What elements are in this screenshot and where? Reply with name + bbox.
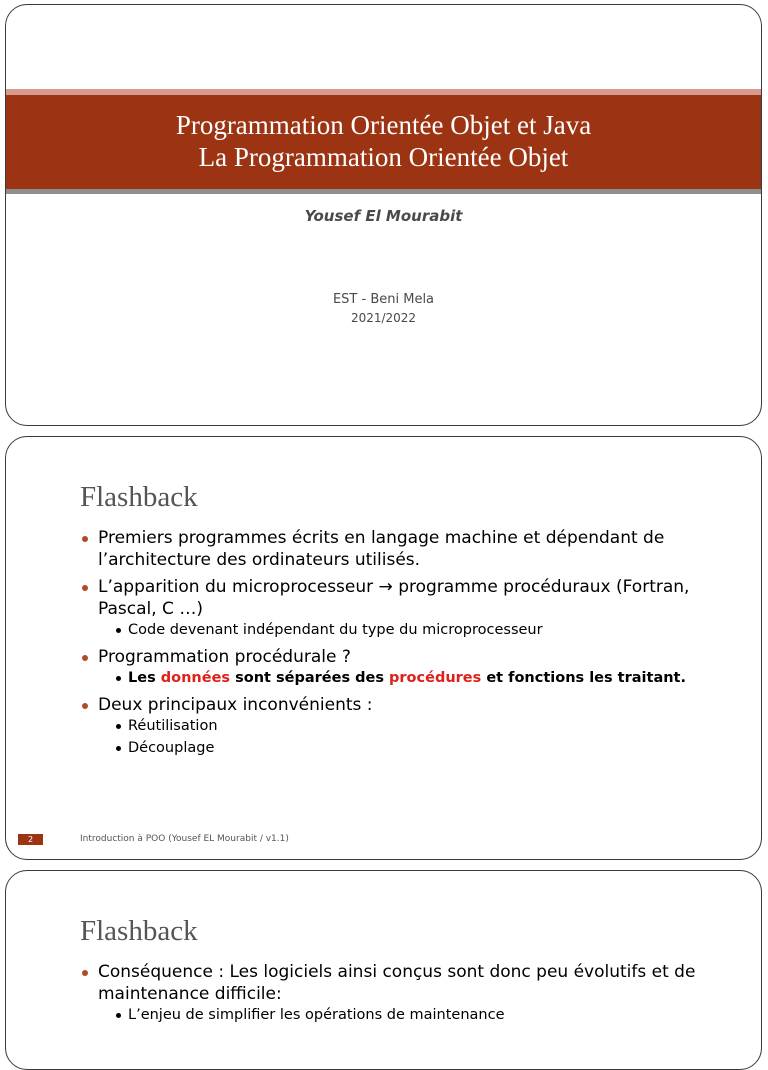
sub-bullet-dot-icon: [116, 676, 121, 681]
bullet-list: [80, 527, 731, 764]
slide-footer: Introduction à POO (Yousef EL Mourabit / v1.1): [80, 834, 289, 844]
bullet-dot-icon: [82, 703, 88, 709]
slide-title: Flashback: [80, 915, 198, 947]
bullet-item: Premiers programmes écrits en langage machine et dépendant de l’architecture des ordinateurs utilisés.: [80, 527, 731, 571]
sub-bullet-item: Découplage: [98, 739, 731, 758]
bullet-item: Deux principaux inconvénients : Réutilisation Découplage: [80, 694, 731, 758]
academic-year: 2021/2022: [350, 311, 417, 325]
bullet-dot-icon: [82, 655, 88, 661]
sub-bullet-dot-icon: [116, 746, 121, 751]
highlight-donnees: données: [160, 670, 231, 686]
title-band: [6, 95, 761, 189]
sub-bullet-dot-icon: [116, 724, 121, 729]
slide-title: Flashback: [80, 481, 198, 513]
sub-bullet-dot-icon: [116, 628, 121, 633]
flashback-slide: [5, 436, 762, 860]
bullet-item: Programmation procédurale ? Les données sont séparées des procédures et fonctions les traitant.: [80, 646, 731, 688]
sub-bullet-item: Réutilisation: [98, 717, 731, 736]
bullet-dot-icon: [82, 970, 88, 976]
title-line-2: La Programmation Orientée Objet: [198, 142, 569, 172]
page-number: 2: [18, 834, 43, 845]
bullet-dot-icon: [82, 536, 88, 542]
title-slide: [5, 4, 762, 426]
flashback-slide-2: [5, 870, 762, 1070]
sub-bullet-item: Code devenant indépendant du type du microprocesseur: [98, 621, 731, 640]
title-line-1: Programmation Orientée Objet et Java: [175, 110, 592, 140]
school-name: EST - Beni Mela: [332, 292, 435, 307]
bullet-list: [80, 961, 731, 1031]
sub-bullet-item: Les données sont séparées des procédures et fonctions les traitant.: [98, 669, 731, 688]
sub-bullet-dot-icon: [116, 1013, 121, 1018]
sub-bullet-item: L’enjeu de simplifier les opérations de maintenance: [98, 1006, 731, 1025]
bullet-dot-icon: [82, 585, 88, 591]
title-band-bottom-stripe: [6, 189, 761, 194]
author-name: Yousef El Mourabit: [304, 207, 463, 225]
bullet-item: Conséquence : Les logiciels ainsi conçus sont donc peu évolutifs et de maintenance difficile: L’enjeu de simplifier les opérations de maintenance: [80, 961, 731, 1025]
bullet-item: L’apparition du microprocesseur → programme procéduraux (Fortran, Pascal, C …) Code devenant indépendant du type du microprocesseur: [80, 576, 731, 640]
highlight-procedures: procédures: [389, 670, 482, 686]
